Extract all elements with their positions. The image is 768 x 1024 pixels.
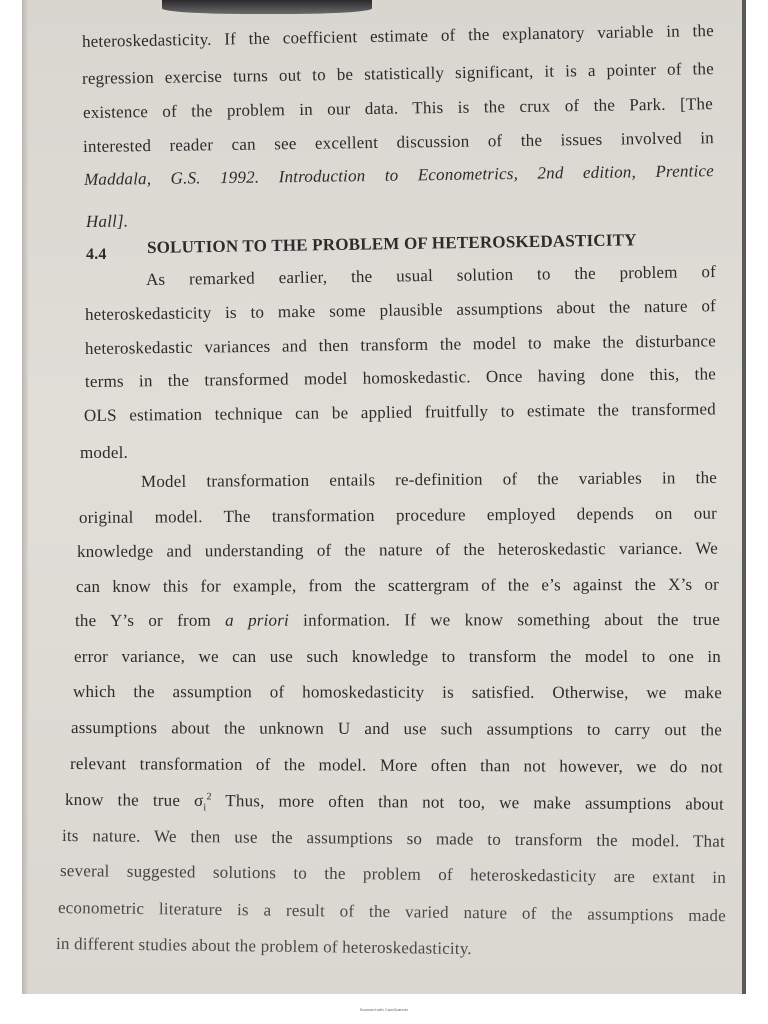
sigma-subscript: i xyxy=(203,802,207,814)
text-line: interested reader can see excellent discussion of the issues involved in xyxy=(82,128,715,156)
citation-author: Maddala, G.S. 1992. xyxy=(83,167,260,189)
citation-line: Hall]. xyxy=(85,211,129,231)
text-line: knowledge and understanding of the nature of the heteroskedastic variance. We xyxy=(76,538,719,561)
text-line: which the assumption of homoskedasticity is satisfied. Otherwise, we make xyxy=(72,682,723,703)
section-title: SOLUTION TO THE PROBLEM OF HETEROSKEDASTICITY xyxy=(146,230,637,257)
text-line: terms in the transformed model homoskedastic. Once having done this, the xyxy=(84,364,717,391)
citation-edition: 2nd edition, xyxy=(537,162,637,183)
text-line: existence of the problem in our data. This is the crux of the Park. [The xyxy=(82,94,714,122)
text-fragment: know the true σ xyxy=(64,790,204,810)
citation-title: Introduction to Econometrics, xyxy=(278,163,519,187)
text-line: heteroskedastic variances and then transform the model to make the disturbance xyxy=(84,331,717,358)
text-fragment: the Y’s or from xyxy=(74,610,211,630)
text-line: heteroskedasticity. If the coefficient estimate of the explanatory variable in the xyxy=(81,20,715,51)
scanner-watermark: Scanned with CamScanner xyxy=(359,1007,409,1012)
text-line: assumptions about the unknown U and use such assumptions to carry out the xyxy=(70,718,723,740)
text-line: econometric literature is a result of the varied nature of the assumptions made xyxy=(57,898,727,926)
paragraph-first-line: Model transformation entails re-definition of the variables in the xyxy=(140,467,718,491)
section-number: 4.4 xyxy=(86,246,107,263)
text-line: error variance, we can use such knowledge to transform the model to one in xyxy=(74,647,721,666)
citation-publisher: Prentice xyxy=(655,161,715,182)
book-page xyxy=(22,0,746,994)
text-fragment: Thus, more often than not too, we make assumptions about xyxy=(211,791,725,814)
text-line xyxy=(65,790,724,817)
text-line: can know this for example, from the scattergram of the e’s against the X’s or xyxy=(75,574,720,596)
text-line: relevant transformation of the model. More often than not however, we do not xyxy=(69,754,724,777)
text-line: its nature. We then use the assumptions so made to transform the model. That xyxy=(61,826,726,851)
citation-line xyxy=(84,161,714,190)
text-line: OLS estimation technique can be applied fruitfully to estimate the transformed xyxy=(83,399,717,425)
paragraph-first-line: As remarked earlier, the usual solution to the problem of xyxy=(145,262,717,289)
text-line: in different studies about the problem of heteroskedasticity. xyxy=(55,934,472,959)
text-line: heteroskedasticity is to make some plausible assumptions about the nature of xyxy=(84,296,717,324)
text-fragment: information. If we know something about the true xyxy=(303,609,721,630)
italic-term: a priori xyxy=(225,610,289,630)
scanned-page-photo xyxy=(22,0,746,994)
text-line xyxy=(75,610,720,631)
text-line: model. xyxy=(80,443,128,462)
sigma-superscript: 2 xyxy=(206,791,212,803)
text-line: regression exercise turns out to be statistically significant, it is a pointer of the xyxy=(81,59,715,88)
text-line: several suggested solutions to the problem of heteroskedasticity are extant in xyxy=(59,861,727,887)
text-line: original model. The transformation procedure employed depends on our xyxy=(78,503,718,527)
